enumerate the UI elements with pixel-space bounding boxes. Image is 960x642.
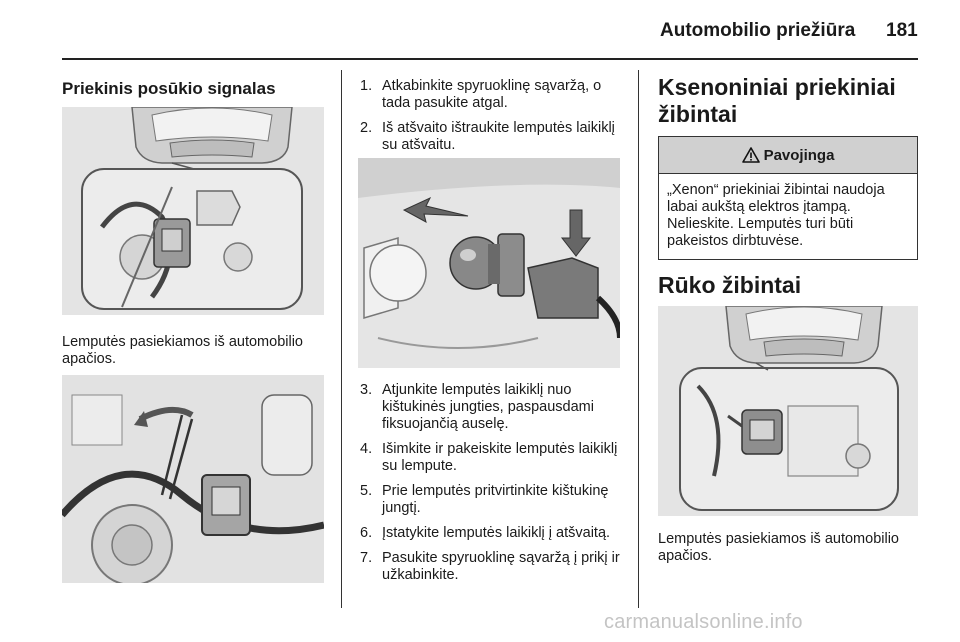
xenon-heading: Ksenoniniai priekiniai žibintai bbox=[658, 74, 896, 127]
danger-warning-box bbox=[658, 136, 918, 260]
header-divider bbox=[62, 58, 918, 60]
bulb-holder-illustration bbox=[358, 158, 620, 368]
warning-triangle-icon bbox=[742, 147, 760, 163]
fog-light-location-illustration bbox=[658, 306, 918, 516]
section-title: Automobilio priežiūra bbox=[660, 20, 856, 41]
column-divider-2 bbox=[638, 70, 639, 608]
steps-list-bottom bbox=[360, 382, 628, 592]
list-item: 2. Iš atšvaito ištraukite lemputės laikiklį su atšvaitu. bbox=[360, 120, 615, 153]
list-item: 3. Atjunkite lemputės laikiklį nuo kištukinės jungties, paspausdami fiksuojančią auselę. bbox=[360, 382, 594, 432]
warning-text: „Xenon“ priekiniai žibintai naudoja labai aukštą elektros įtampą. Nelieskite. Lemputės turi būti pakeistos dirbtuvėse. bbox=[667, 182, 885, 249]
column-divider-1 bbox=[341, 70, 342, 608]
fog-lights-caption: Lemputės pasiekiamos iš automobilio apačios. bbox=[658, 531, 899, 564]
warning-header bbox=[659, 137, 917, 174]
warning-title: Pavojinga bbox=[763, 146, 835, 164]
watermark: carmanualsonline.info bbox=[604, 611, 803, 633]
list-item: 6. Įstatykite lemputės laikiklį į atšvaitą. bbox=[360, 525, 611, 541]
list-item: 5. Prie lemputės pritvirtinkite kištukinę jungtį. bbox=[360, 483, 609, 516]
turn-signal-location-illustration bbox=[62, 107, 324, 315]
page-number: 181 bbox=[886, 20, 918, 41]
list-item: 1. Atkabinkite spyruoklinę sąvaržą, o tada pasukite atgal. bbox=[360, 78, 602, 111]
turn-signal-heading: Priekinis posūkio signalas bbox=[62, 79, 276, 98]
page-header bbox=[0, 0, 960, 62]
turn-signal-detail-illustration bbox=[62, 375, 324, 583]
fog-lights-heading: Rūko žibintai bbox=[658, 272, 802, 298]
steps-list-top bbox=[360, 78, 628, 162]
list-item: 7. Pasukite spyruoklinę sąvaržą į prikį ir užkabinkite. bbox=[360, 550, 620, 583]
list-item: 4. Išimkite ir pakeiskite lemputės laikiklį su lempute. bbox=[360, 441, 618, 474]
turn-signal-caption: Lemputės pasiekiamos iš automobilio apačios. bbox=[62, 334, 303, 367]
